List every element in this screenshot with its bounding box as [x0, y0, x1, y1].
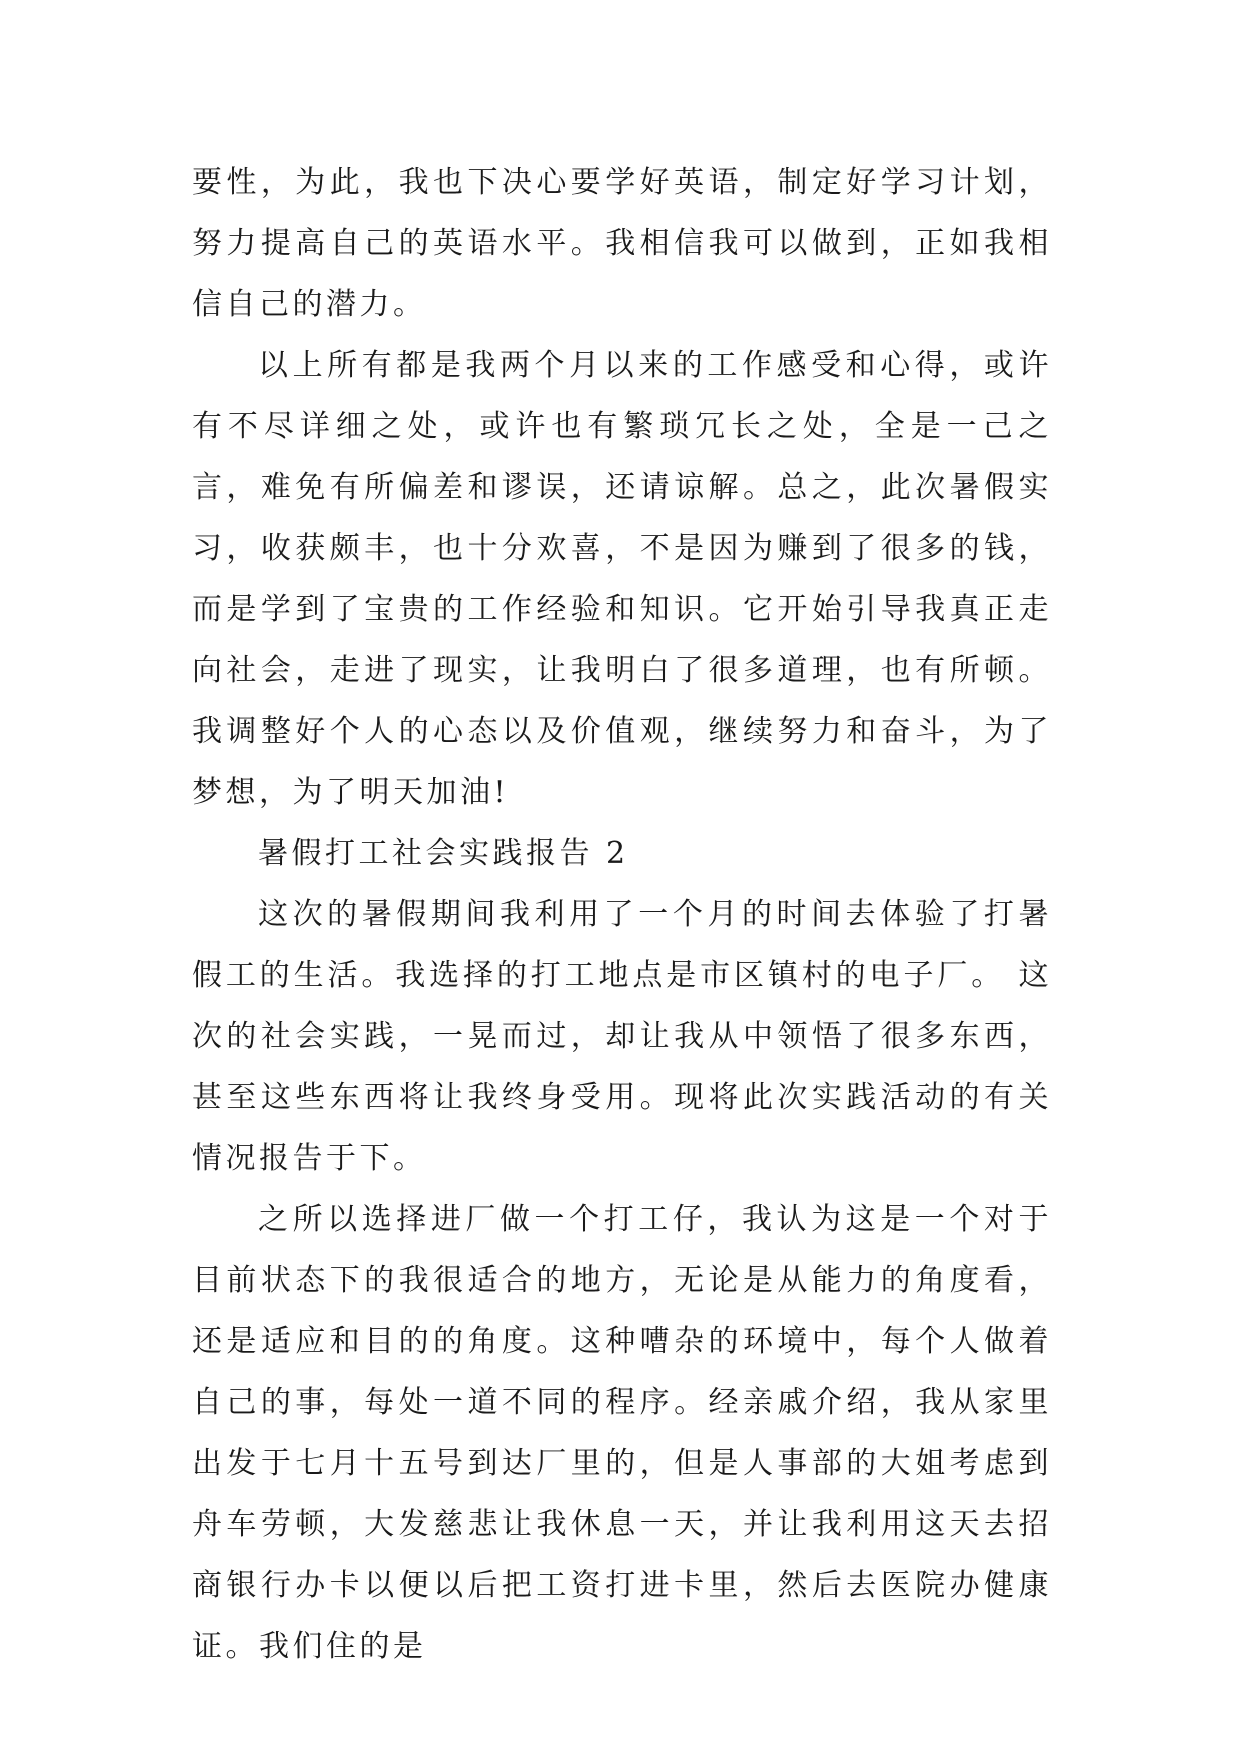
paragraph-continuation: 要性，为此，我也下决心要学好英语，制定好学习计划，努力提高自己的英语水平。我相信我可以做到，正如我相信自己的潜力。 — [192, 165, 1052, 322]
document-body — [192, 152, 1052, 1677]
paragraph-summary: 以上所有都是我两个月以来的工作感受和心得，或许有不尽详细之处，或许也有繁琐冗长之处，全是一己之言，难免有所偏差和谬误，还请谅解。总之，此次暑假实习，收获颇丰，也十分欢喜，不是因为赚到了很多的钱，而是学到了宝贵的工作经验和知识。它开始引导我真正走向社会，走进了现实，让我明白了很多道理，也有所顿。我调整好个人的心态以及价值观，继续努力和奋斗，为了梦想，为了明天加油! — [192, 348, 1052, 810]
paragraph-intro: 这次的暑假期间我利用了一个月的时间去体验了打暑假工的生活。我选择的打工地点是市区镇村的电子厂。 这次的社会实践，一晃而过，却让我从中领悟了很多东西，甚至这些东西将让我终身受用。现将此次实践活动的有关情况报告于下。 — [192, 897, 1052, 1176]
paragraph-reason: 之所以选择进厂做一个打工仔，我认为这是一个对于目前状态下的我很适合的地方，无论是从能力的角度看，还是适应和目的的角度。这种嘈杂的环境中，每个人做着自己的事，每处一道不同的程序。经亲戚介绍，我从家里出发于七月十五号到达厂里的，但是人事部的大姐考虑到舟车劳顿，大发慈悲让我休息一天，并让我利用这天去招商银行办卡以便以后把工资打进卡里，然后去医院办健康证。我们住的是 — [192, 1202, 1052, 1664]
section-title: 暑假打工社会实践报告 2 — [258, 836, 629, 871]
